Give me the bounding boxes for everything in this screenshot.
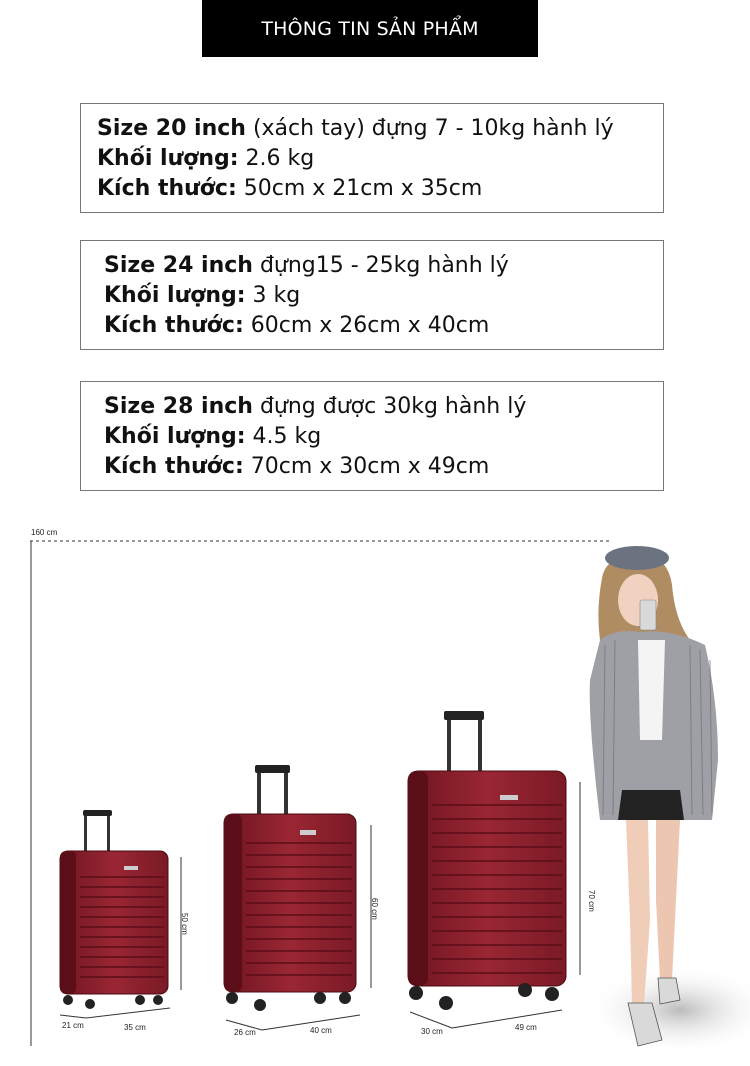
size-info-box-24 [80, 240, 664, 350]
weight-label: Khối lượng: [97, 146, 239, 171]
dimension-line [104, 452, 663, 482]
dimension-value: 50cm x 21cm x 35cm [236, 176, 483, 201]
dimension-label: Kích thước: [104, 454, 244, 479]
suitcase-large-width-label: 49 cm [515, 1023, 537, 1032]
size-line [97, 114, 663, 144]
suitcase-large-depth-label: 30 cm [421, 1027, 443, 1036]
size-label: Size 24 inch [104, 253, 253, 278]
suitcase-medium-width-label: 40 cm [310, 1026, 332, 1035]
suitcase-medium [224, 765, 371, 1030]
dimension-label: Kích thước: [97, 176, 237, 201]
weight-line [104, 422, 663, 452]
dimension-value: 70cm x 30cm x 49cm [243, 454, 490, 479]
size-label: Size 28 inch [104, 394, 253, 419]
suitcase-small-height-label: 50 cm [180, 913, 189, 935]
size-line [104, 251, 663, 281]
page-title: THÔNG TIN SẢN PHẨM [261, 17, 479, 40]
height-marker-label: 160 cm [31, 528, 58, 537]
suitcase-small [60, 810, 181, 1018]
weight-value: 3 kg [245, 283, 301, 308]
suitcase-small-width-label: 35 cm [124, 1023, 146, 1032]
suitcase-medium-depth-label: 26 cm [234, 1028, 256, 1037]
suitcase-small-depth-label: 21 cm [62, 1021, 84, 1030]
size-desc: (xách tay) đựng 7 - 10kg hành lý [245, 116, 614, 141]
size-info-box-20 [80, 103, 664, 213]
weight-line [97, 144, 663, 174]
suitcase-large [408, 711, 580, 1028]
size-desc: đựng15 - 25kg hành lý [252, 253, 509, 278]
model-illustration [585, 546, 750, 1055]
dimension-line [104, 311, 663, 341]
size-info-box-28 [80, 381, 664, 491]
page-title-banner [202, 0, 538, 57]
dimension-value: 60cm x 26cm x 40cm [243, 313, 490, 338]
weight-value: 2.6 kg [238, 146, 315, 171]
size-label: Size 20 inch [97, 116, 246, 141]
dimension-line [97, 174, 663, 204]
suitcase-large-height-label: 70 cm [587, 890, 596, 912]
size-line [104, 392, 663, 422]
dimension-label: Kích thước: [104, 313, 244, 338]
size-comparison-illustration [0, 500, 750, 1066]
weight-label: Khối lượng: [104, 424, 246, 449]
weight-value: 4.5 kg [245, 424, 322, 449]
weight-line [104, 281, 663, 311]
weight-label: Khối lượng: [104, 283, 246, 308]
size-desc: đựng được 30kg hành lý [252, 394, 527, 419]
suitcase-medium-height-label: 60 cm [370, 898, 379, 920]
